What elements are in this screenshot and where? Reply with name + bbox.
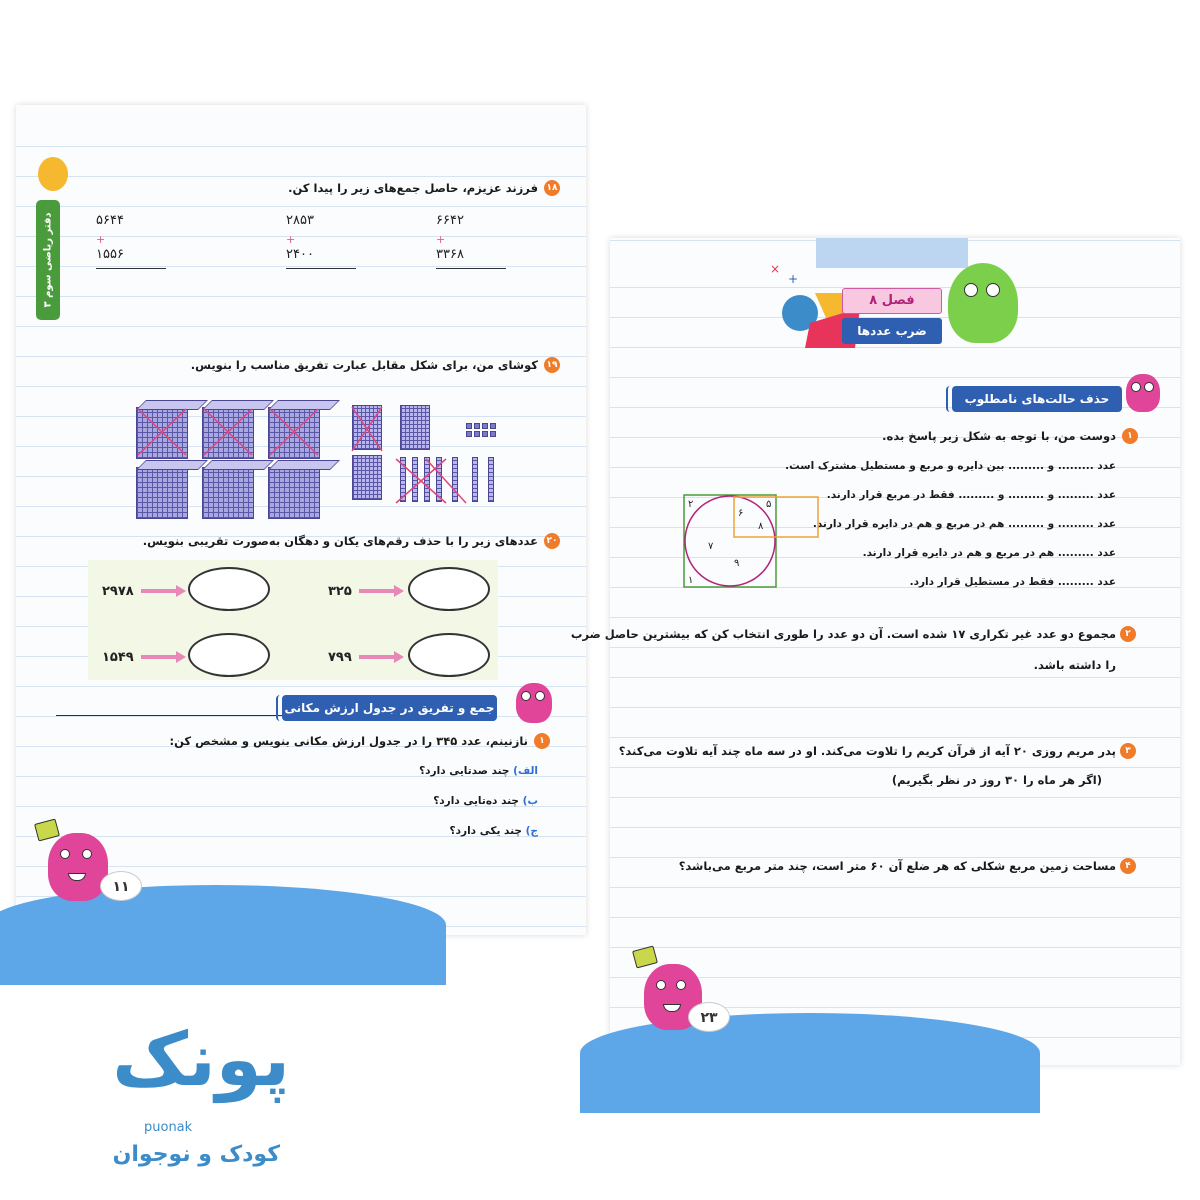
venn-diagram (678, 491, 828, 591)
answer-oval[interactable] (408, 567, 490, 611)
side-tab-label: دفتر ریاضی سوم ۳ (42, 212, 54, 308)
addition-problem (286, 213, 356, 269)
q3-text: پدر مریم روزی ۲۰ آیه از قرآن کریم را تلاوت می‌کند. او در سه ماه چند آیه تلاوت می‌کند؟ (618, 744, 1116, 758)
logo-latin: puonak (144, 1120, 193, 1135)
section-banner: حذف حالت‌های نامطلوب (952, 386, 1122, 412)
addend-top: ۵۶۴۴ (96, 213, 124, 228)
q19-text: کوشای من، برای شکل مقابل عبارت تفریق مناسب را بنویس. (190, 358, 538, 372)
venn-number: ۹ (734, 558, 740, 569)
side-tab (36, 200, 60, 320)
plus-sign: + (436, 233, 446, 246)
q18-text: فرزند عزیزم، حاصل جمع‌های زیر را پیدا کن. (288, 181, 538, 195)
q18-number: ۱۸ (544, 180, 560, 196)
arrow-icon (359, 651, 404, 663)
q20-text: عددهای زیر را با حذف رقم‌های یکان و دهگان به‌صورت تقریبی بنویس. (142, 534, 538, 548)
yellow-mascot-icon (38, 157, 68, 191)
q1-part: الف) چند صدتایی دارد؟ (419, 765, 538, 777)
addend-bottom: ۱۵۵۶ (96, 247, 166, 269)
chapter-title: ضرب عددها (842, 318, 942, 344)
addend-top: ۲۸۵۳ (286, 213, 314, 228)
monster-icon (1126, 374, 1160, 412)
q4-text: مساحت زمین مربع شکلی که هر ضلع آن ۶۰ متر است، چند متر مربع می‌باشد؟ (678, 859, 1116, 873)
monster-icon (516, 683, 552, 723)
svg-text:×: × (770, 262, 781, 276)
q1-line: عدد ......... و ......... بین دایره و مربع و مستطیل مشترک است. (785, 460, 1116, 472)
venn-number: ۱ (688, 575, 694, 586)
green-monster-icon (948, 263, 1018, 343)
monster-icon (48, 833, 108, 901)
estimate-number: ۷۹۹ (328, 650, 352, 665)
estimate-number: ۳۲۵ (328, 584, 352, 599)
q1-line: عدد ......... و ......... و ......... فقط در مربع قرار دارند. (826, 489, 1116, 501)
q2-number: ۲ (1120, 626, 1136, 642)
q1-part: ب) چند ده‌تایی دارد؟ (433, 795, 538, 807)
q4-number: ۴ (1120, 858, 1136, 874)
addend-bottom: ۲۴۰۰ (286, 247, 356, 269)
arrow-icon (141, 651, 186, 663)
arrow-icon (141, 585, 186, 597)
page-number: ۲۳ (688, 1002, 730, 1032)
plus-sign: + (96, 233, 106, 246)
addition-problem (436, 213, 506, 269)
right-page (570, 238, 1180, 1065)
addend-bottom: ۳۳۶۸ (436, 247, 506, 269)
logo-subtitle: کودک و نوجوان (112, 1142, 280, 1167)
q3-number: ۳ (1120, 743, 1136, 759)
q1-part: ج) چند یکی دارد؟ (449, 825, 538, 837)
puonak-logo (60, 1010, 340, 1190)
svg-text:+: + (788, 272, 799, 286)
book-icon (34, 818, 60, 841)
logo-main: پونک (112, 1017, 290, 1103)
crossed-out-marks (126, 395, 516, 525)
estimate-number: ۲۹۷۸ (102, 584, 134, 599)
q1-line: عدد ......... فقط در مستطیل قرار دارد. (909, 576, 1116, 588)
answer-oval[interactable] (188, 567, 270, 611)
book-icon (632, 945, 658, 968)
q20-number: ۲۰ (544, 533, 560, 549)
blue-blob (580, 1013, 1040, 1113)
q1-number: ۱ (534, 733, 550, 749)
q1-line: عدد ......... و ......... هم در مربع و هم در دایره قرار دارند. (812, 518, 1116, 530)
q3-note: (اگر هر ماه را ۳۰ روز در نظر بگیریم) (891, 773, 1102, 787)
page-number: ۱۱ (100, 871, 142, 901)
venn-number: ۶ (738, 508, 744, 519)
q1-number: ۱ (1122, 428, 1138, 444)
answer-oval[interactable] (408, 633, 490, 677)
left-page (16, 105, 586, 935)
addition-problem (96, 213, 166, 269)
venn-number: ۵ (766, 499, 772, 510)
q2-text: مجموع دو عدد غیر تکراری ۱۷ شده است. آن دو عدد را طوری انتخاب کن که بیشترین حاصل ضرب (570, 627, 1116, 641)
arrow-icon (359, 585, 404, 597)
addend-top: ۶۶۴۲ (436, 213, 464, 228)
plus-sign: + (286, 233, 296, 246)
q1-text: نازنینم، عدد ۳۴۵ را در جدول ارزش مکانی بنویس و مشخص کن: (169, 734, 528, 748)
q1-text: دوست من، با توجه به شکل زیر پاسخ بده. (882, 429, 1116, 443)
venn-number: ۷ (708, 541, 714, 552)
section-banner: جمع و تفریق در جدول ارزش مکانی (282, 695, 497, 721)
chapter-label: فصل ۸ (842, 288, 942, 314)
venn-number: ۸ (758, 521, 764, 532)
q1-line: عدد ......... هم در مربع و هم در دایره قرار دارند. (862, 547, 1116, 559)
estimate-number: ۱۵۴۹ (102, 650, 134, 665)
answer-oval[interactable] (188, 633, 270, 677)
q19-number: ۱۹ (544, 357, 560, 373)
venn-number: ۲ (688, 499, 694, 510)
q2-text-continued: را داشته باشد. (1033, 658, 1116, 672)
